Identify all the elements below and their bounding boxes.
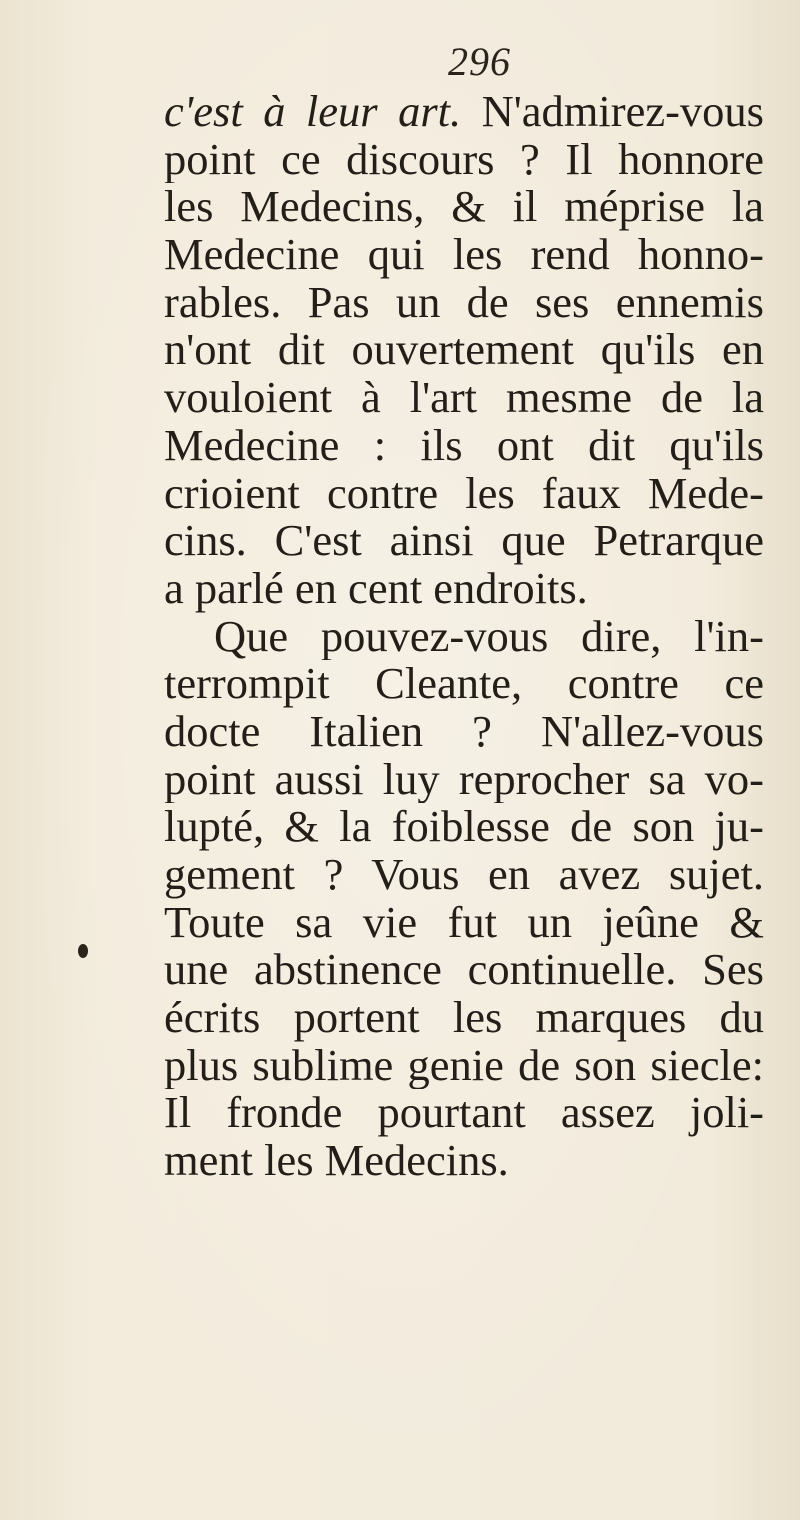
text-line: point aussi luy reprocher sa vo- — [164, 755, 764, 804]
text-line: ment les Medecins. — [164, 1135, 509, 1186]
text-line: Que pouvez-vous dire, l'in- — [214, 612, 764, 661]
text-fragment: N'admirez-vous — [461, 88, 764, 136]
text-line: a parlé en cent endroits. — [164, 562, 588, 613]
text-line: une abstinence continuelle. Ses — [164, 946, 764, 995]
text-line: terrompit Cleante, contre ce — [164, 660, 764, 708]
text-line: point ce discours ? Il honnore — [164, 135, 764, 184]
text-line — [164, 88, 764, 136]
ink-spot — [78, 944, 88, 958]
text-line: n'ont dit ouvertement qu'ils en — [164, 326, 764, 375]
text-line: gement ? Vous en avez sujet. — [164, 851, 764, 899]
text-line: les Medecins, & il méprise la — [164, 183, 764, 232]
text-line: rables. Pas un de ses ennemis — [164, 278, 764, 327]
text-line: plus sublime genie de son siecle: — [164, 1041, 764, 1090]
text-line: docte Italien ? N'allez-vous — [164, 707, 764, 756]
text-line: lupté, & la foiblesse de son ju- — [164, 803, 764, 852]
italic-phrase: c'est à leur art. — [164, 88, 462, 136]
text-line: crioient contre les faux Mede- — [164, 469, 764, 518]
text-line: cins. C'est ainsi que Petrarque — [164, 517, 764, 565]
page-number: 296 — [448, 39, 511, 84]
body-text — [164, 88, 764, 1185]
text-line: vouloient à l'art mesme de la — [164, 374, 764, 422]
text-line: Medecine qui les rend honno- — [164, 231, 764, 279]
text-line: écrits portent les marques du — [164, 994, 764, 1042]
text-line: Toute sa vie fut un jeûne & — [164, 898, 764, 947]
text-line: Medecine : ils ont dit qu'ils — [164, 421, 764, 470]
text-line: Il fronde pourtant assez joli- — [164, 1089, 764, 1138]
